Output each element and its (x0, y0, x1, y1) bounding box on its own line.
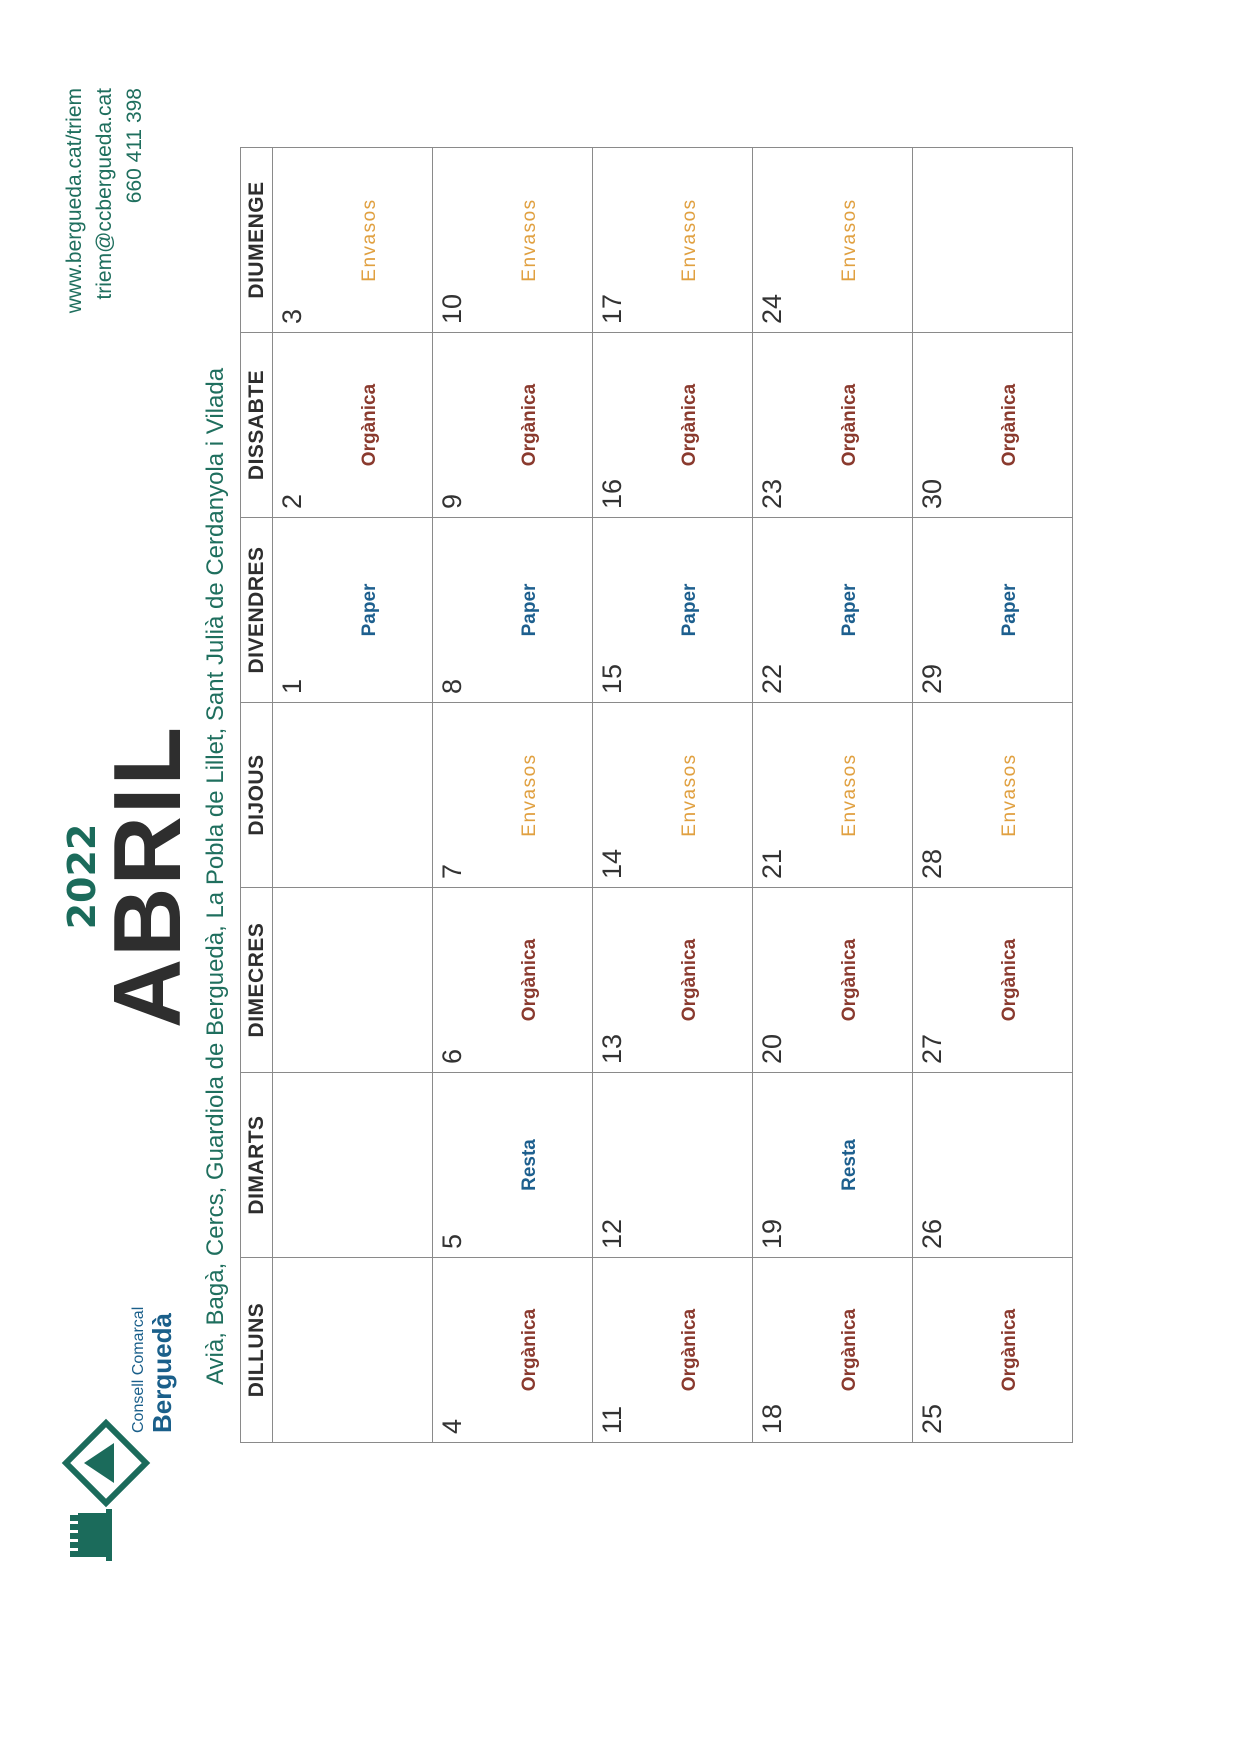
waste-type-label: Paper (519, 583, 540, 637)
day-cell (753, 518, 913, 703)
day-number: 27 (917, 1033, 947, 1064)
day-number: 24 (757, 293, 787, 324)
weekday-header: DIVENDRES (241, 518, 273, 703)
day-cell (593, 148, 753, 333)
waste-type-label: Envasos (679, 198, 700, 282)
day-number: 26 (917, 1218, 947, 1249)
day-cell (593, 1073, 753, 1258)
waste-type-label: Orgànica (999, 1308, 1020, 1392)
day-number: 30 (917, 478, 947, 509)
waste-type-label: Envasos (999, 753, 1020, 837)
day-number: 6 (437, 1048, 467, 1064)
waste-type-label: Envasos (519, 198, 540, 282)
weekday-header: DIMARTS (241, 1073, 273, 1258)
day-cell (433, 703, 593, 888)
day-number: 12 (597, 1218, 627, 1249)
week-row (593, 148, 753, 1443)
organization-line2: Berguedà (147, 1313, 177, 1433)
day-cell (273, 1258, 433, 1443)
day-cell (753, 333, 913, 518)
municipalities-subtitle: Avià, Bagà, Cercs, Guardiola de Berguedà, La Pobla de Lillet, Sant Julià de Cerdanyola i Vilada (202, 367, 229, 1386)
day-number: 13 (597, 1033, 627, 1064)
day-number: 25 (917, 1403, 947, 1434)
waste-type-label: Resta (839, 1139, 860, 1191)
week-row (273, 148, 433, 1443)
waste-type-label: Orgànica (679, 1308, 700, 1392)
day-number: 5 (437, 1233, 467, 1249)
waste-type-label: Envasos (679, 753, 700, 837)
day-number: 18 (757, 1403, 787, 1434)
day-cell (593, 333, 753, 518)
day-number: 3 (277, 308, 307, 324)
day-number: 29 (917, 663, 947, 694)
waste-type-label: Paper (359, 583, 380, 637)
day-cell (913, 518, 1073, 703)
contact-web: www.bergueda.cat/triem (63, 88, 86, 314)
waste-type-label: Orgànica (839, 1308, 860, 1392)
day-cell (273, 333, 433, 518)
day-number: 11 (597, 1405, 627, 1434)
day-cell (593, 888, 753, 1073)
waste-type-label: Orgànica (359, 383, 380, 467)
day-cell (273, 1073, 433, 1258)
day-number: 20 (757, 1033, 787, 1064)
day-number: 8 (437, 678, 467, 694)
day-cell (593, 1258, 753, 1443)
waste-type-label: Orgànica (679, 383, 700, 467)
calendar-month: ABRIL (94, 724, 201, 1029)
day-number: 1 (277, 678, 307, 694)
weekday-header-row (241, 148, 273, 1443)
waste-type-label: Orgànica (679, 938, 700, 1022)
weekday-header: DIUMENGE (241, 148, 273, 333)
day-number: 2 (277, 493, 307, 509)
day-cell (593, 518, 753, 703)
day-cell (753, 703, 913, 888)
day-cell (273, 518, 433, 703)
week-row (913, 148, 1073, 1443)
day-cell (273, 703, 433, 888)
contact-email: triem@ccbergueda.cat (93, 88, 116, 300)
day-cell (433, 148, 593, 333)
day-number: 21 (757, 848, 787, 879)
waste-type-label: Orgànica (519, 383, 540, 467)
weekday-header: DIMECRES (241, 888, 273, 1073)
contact-info (60, 88, 150, 313)
waste-type-label: Orgànica (999, 383, 1020, 467)
waste-type-label: Paper (839, 583, 860, 637)
day-number: 28 (917, 848, 947, 879)
day-cell (753, 888, 913, 1073)
day-cell (273, 148, 433, 333)
waste-type-label: Orgànica (519, 938, 540, 1022)
day-cell (433, 888, 593, 1073)
waste-type-label: Orgànica (839, 383, 860, 467)
day-cell (433, 1258, 593, 1443)
day-cell (913, 1258, 1073, 1443)
day-cell (753, 1073, 913, 1258)
waste-type-label: Envasos (359, 198, 380, 282)
day-cell (913, 333, 1073, 518)
day-number: 22 (757, 663, 787, 694)
day-number: 15 (597, 663, 627, 694)
weekday-header: DILLUNS (241, 1258, 273, 1443)
waste-type-label: Envasos (839, 753, 860, 837)
day-number: 9 (437, 493, 467, 509)
day-cell (753, 1258, 913, 1443)
day-cell (913, 148, 1073, 333)
waste-type-label: Orgànica (519, 1308, 540, 1392)
waste-type-label: Orgànica (999, 938, 1020, 1022)
day-cell (433, 518, 593, 703)
day-number: 14 (597, 848, 627, 879)
day-cell (593, 703, 753, 888)
day-cell (433, 333, 593, 518)
waste-type-label: Envasos (839, 198, 860, 282)
day-number: 10 (437, 293, 467, 324)
waste-type-label: Paper (679, 583, 700, 637)
calendar-weeks (273, 148, 1073, 1443)
day-cell (913, 703, 1073, 888)
day-cell (753, 148, 913, 333)
day-number: 19 (757, 1218, 787, 1249)
waste-type-label: Paper (999, 583, 1020, 637)
day-number: 4 (437, 1418, 467, 1434)
week-row (433, 148, 593, 1443)
organization-line1: Consell Comarcal (130, 1306, 147, 1433)
day-number: 23 (757, 478, 787, 509)
day-number: 17 (597, 293, 627, 324)
waste-type-label: Orgànica (839, 938, 860, 1022)
weekday-header: DIJOUS (241, 703, 273, 888)
waste-type-label: Resta (519, 1139, 540, 1191)
collection-calendar (240, 147, 1073, 1443)
day-cell (433, 1073, 593, 1258)
day-number: 16 (597, 478, 627, 509)
waste-type-label: Envasos (519, 753, 540, 837)
day-cell (913, 888, 1073, 1073)
contact-phone: 660 411 398 (123, 88, 146, 204)
day-number: 7 (437, 863, 467, 879)
calendar-year: 2022 (60, 823, 104, 930)
week-row (753, 148, 913, 1443)
day-cell (273, 888, 433, 1073)
day-cell (913, 1073, 1073, 1258)
weekday-header: DISSABTE (241, 333, 273, 518)
